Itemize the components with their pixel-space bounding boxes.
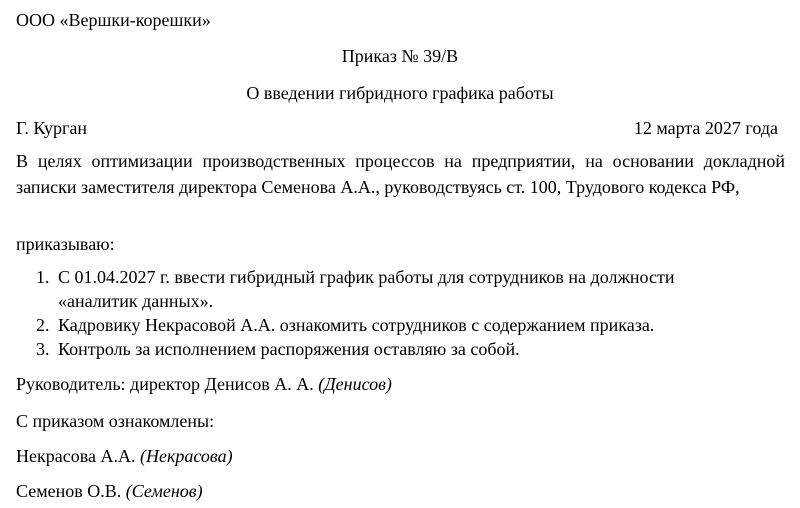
item-text: С 01.04.2027 г. ввести гибридный график работы для сотрудников на должности [58, 267, 675, 287]
item-number: 1. [36, 267, 50, 287]
order-items-list [36, 265, 785, 361]
signer-name: Семенов О.В. [16, 481, 122, 501]
acquainted-label: С приказом ознакомлены: [16, 411, 215, 431]
item-text: Кадровику Некрасовой А.А. ознакомить сотрудников с содержанием приказа. [58, 315, 655, 335]
head-signature-line [16, 372, 392, 396]
signer-signature: (Некрасова) [139, 446, 233, 466]
item-text: Контроль за исполнением распоряжения оставляю за собой. [58, 339, 520, 359]
item-number: 2. [36, 315, 50, 335]
preamble-paragraph: В целях оптимизации производственных процессов на предприятии, на основании докладной записки заместителя директора Семенова А.А., руководствуясь ст. 100, Трудового кодекса РФ, [16, 151, 785, 197]
item-number: 3. [36, 339, 50, 359]
signer-line [16, 479, 203, 503]
list-item [36, 313, 785, 337]
signer-name: Некрасова А.А. [16, 446, 136, 466]
organization-name: ООО «Вершки-корешки» [16, 10, 211, 30]
head-label: Руководитель: директор Денисов А. А. [16, 374, 314, 394]
item-text-continuation: «аналитик данных». [58, 291, 214, 311]
signer-signature: (Семенов) [125, 481, 203, 501]
order-word: приказываю: [16, 234, 115, 254]
document-date: 12 марта 2027 года [633, 118, 778, 138]
document-title: Приказ № 39/В [341, 46, 459, 66]
document-subject: О введении гибридного графика работы [246, 83, 554, 103]
list-item [36, 337, 785, 361]
list-item [36, 265, 785, 313]
head-signature: (Денисов) [318, 374, 392, 394]
city: Г. Курган [16, 118, 88, 138]
signer-line [16, 444, 233, 468]
